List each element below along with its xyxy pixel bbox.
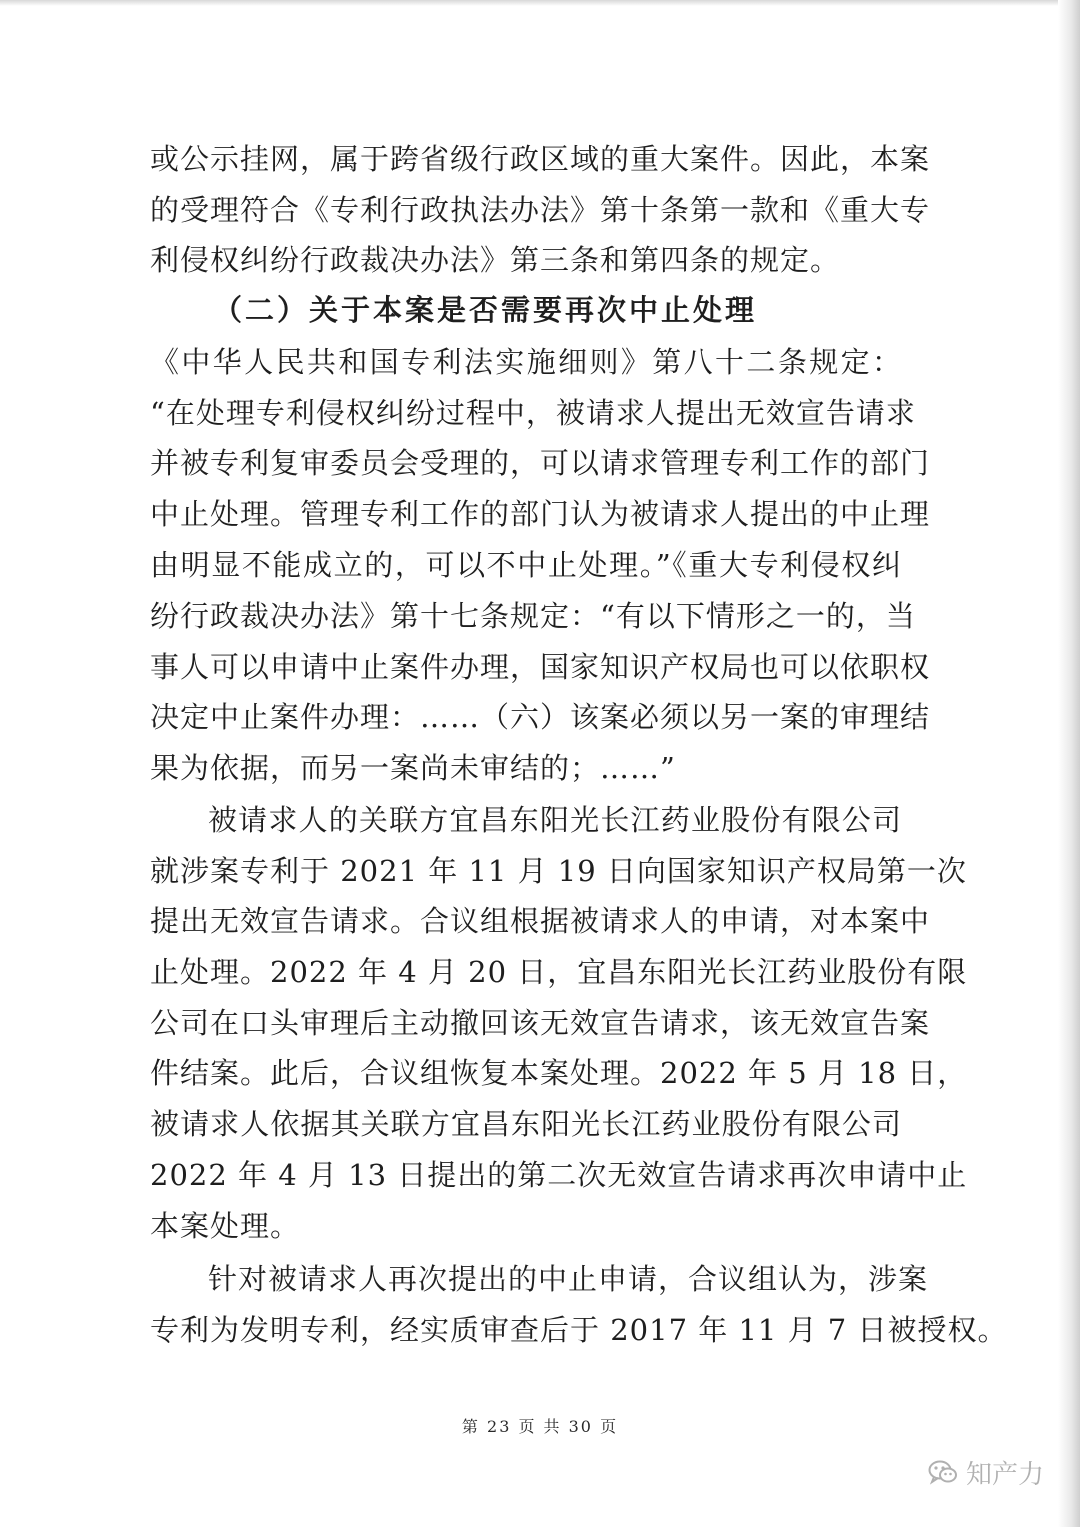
paragraph-line: 止处理。2022 年 4 月 20 日，宜昌东阳光长江药业股份有限 — [150, 955, 968, 989]
paragraph-line: 针对被请求人再次提出的中止申请，合议组认为，涉案 — [208, 1262, 929, 1296]
paragraph-line: 公司在口头审理后主动撤回该无效宣告请求，该无效宣告案 — [150, 1006, 931, 1040]
wechat-icon — [928, 1459, 958, 1485]
paragraph-line: 或公示挂网，属于跨省级行政区域的重大案件。因此，本案 — [150, 142, 931, 176]
paragraph-line: 的受理符合《专利行政执法办法》第十条第一款和《重大专 — [150, 193, 931, 227]
paragraph-line: 纷行政裁决办法》第十七条规定：“有以下情形之一的，当 — [150, 599, 916, 633]
watermark-text: 知产力 — [966, 1459, 1045, 1490]
paragraph-line: 决定中止案件办理：……（六）该案必须以另一案的审理结 — [150, 700, 931, 734]
paragraph-line: 《中华人民共和国专利法实施细则》第八十二条规定： — [150, 345, 902, 379]
paragraph-line: 被请求人的关联方宜昌东阳光长江药业股份有限公司 — [208, 803, 902, 837]
paragraph-line: 就涉案专利于 2021 年 11 月 19 日向国家知识产权局第一次 — [150, 854, 967, 888]
watermark — [928, 1450, 1044, 1494]
paragraph-line: 2022 年 4 月 13 日提出的第二次无效宣告请求再次申请中止 — [150, 1158, 968, 1192]
paragraph-line: 本案处理。 — [150, 1209, 301, 1243]
section-heading: （二）关于本案是否需要再次中止处理 — [213, 293, 758, 327]
paragraph-line: 事人可以申请中止案件办理，国家知识产权局也可以依职权 — [150, 650, 931, 684]
paragraph-line: 中止处理。管理专利工作的部门认为被请求人提出的中止理 — [150, 497, 931, 531]
paragraph-line: 由明显不能成立的，可以不中止处理。”《重大专利侵权纠 — [150, 548, 902, 582]
paragraph-line: 并被专利复审委员会受理的，可以请求管理专利工作的部门 — [150, 446, 931, 480]
paragraph-line: 果为依据，而另一案尚未审结的；……” — [150, 751, 676, 785]
paragraph-line: 专利为发明专利，经实质审查后于 2017 年 11 月 7 日被授权。 — [150, 1313, 1008, 1347]
paragraph-line: “在处理专利侵权纠纷过程中，被请求人提出无效宣告请求 — [150, 396, 916, 430]
paragraph-line: 提出无效宣告请求。合议组根据被请求人的申请，对本案中 — [150, 904, 931, 938]
paragraph-line: 被请求人依据其关联方宜昌东阳光长江药业股份有限公司 — [150, 1107, 902, 1141]
paragraph-line: 利侵权纠纷行政裁决办法》第三条和第四条的规定。 — [150, 243, 841, 277]
scan-edge-top — [0, 0, 1080, 6]
page-number: 第 23 页 共 30 页 — [461, 1417, 619, 1436]
scan-edge-right — [1058, 0, 1080, 1527]
paragraph-line: 件结案。此后，合议组恢复本案处理。2022 年 5 月 18 日， — [150, 1056, 968, 1090]
